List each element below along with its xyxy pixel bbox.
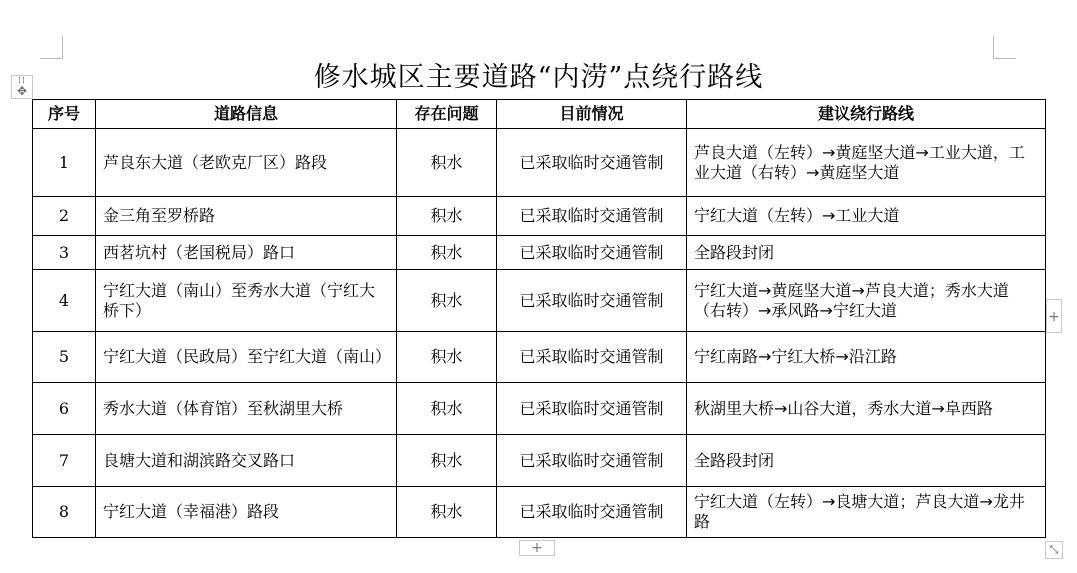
cell-no: 4 [33,270,96,332]
table-row [33,236,1046,270]
move-icon: ✥ [16,84,28,98]
plus-icon: + [531,540,543,556]
header-detour-route: 建议绕行路线 [687,100,1046,129]
table-row [33,383,1046,435]
cell-no: 5 [33,332,96,383]
cell-detour-route: 全路段封闭 [687,236,1046,270]
resize-icon: ⤡ [1049,543,1059,556]
table-row [33,332,1046,383]
document-title: 修水城区主要道路“内涝”点绕行路线 [313,62,764,93]
table-row [33,435,1046,487]
cell-no: 1 [33,129,96,197]
drag-dots-icon: ⁞⁞ [18,76,26,86]
cell-issue: 积水 [397,270,497,332]
table-header-row [33,100,1046,129]
cell-status: 已采取临时交通管制 [497,236,687,270]
add-column-button[interactable] [1046,299,1062,333]
cell-detour-route: 宁红南路→宁红大桥→沿江路 [687,332,1046,383]
cell-road-info: 秀水大道（体育馆）至秋湖里大桥 [96,383,397,435]
cell-issue: 积水 [397,487,497,538]
cell-no: 8 [33,487,96,538]
cell-no: 6 [33,383,96,435]
table-row [33,270,1046,332]
table-row [33,129,1046,197]
cell-detour-route: 宁红大道（左转）→工业大道 [687,197,1046,236]
plus-icon: + [1048,309,1060,325]
cell-road-info: 宁红大道（幸福港）路段 [96,487,397,538]
header-status: 目前情况 [497,100,687,129]
table-resize-handle[interactable] [1045,541,1063,559]
road-detour-table [32,99,1046,538]
table-move-handle[interactable] [11,75,33,99]
cell-issue: 积水 [397,129,497,197]
add-row-button[interactable] [519,540,555,556]
cell-no: 2 [33,197,96,236]
cell-no: 3 [33,236,96,270]
cell-detour-route: 全路段封闭 [687,435,1046,487]
cell-issue: 积水 [397,383,497,435]
table-row [33,197,1046,236]
cell-status: 已采取临时交通管制 [497,197,687,236]
page-corner-mark-top-left [40,36,63,59]
cell-status: 已采取临时交通管制 [497,270,687,332]
table-row [33,487,1046,538]
header-no: 序号 [33,100,96,129]
cell-status: 已采取临时交通管制 [497,332,687,383]
cell-status: 已采取临时交通管制 [497,129,687,197]
cell-road-info: 宁红大道（民政局）至宁红大道（南山） [96,332,397,383]
cell-road-info: 良塘大道和湖滨路交叉路口 [96,435,397,487]
cell-road-info: 芦良东大道（老欧克厂区）路段 [96,129,397,197]
cell-detour-route: 芦良大道（左转）→黄庭坚大道→工业大道，工业大道（右转）→黄庭坚大道 [687,129,1046,197]
page-corner-mark-top-right [993,36,1016,59]
cell-status: 已采取临时交通管制 [497,487,687,538]
cell-no: 7 [33,435,96,487]
cell-issue: 积水 [397,435,497,487]
cell-status: 已采取临时交通管制 [497,435,687,487]
header-issue: 存在问题 [397,100,497,129]
cell-issue: 积水 [397,197,497,236]
cell-issue: 积水 [397,332,497,383]
cell-detour-route: 宁红大道→黄庭坚大道→芦良大道；秀水大道（右转）→承风路→宁红大道 [687,270,1046,332]
cell-road-info: 西茗坑村（老国税局）路口 [96,236,397,270]
cell-road-info: 宁红大道（南山）至秀水大道（宁红大桥下） [96,270,397,332]
cell-status: 已采取临时交通管制 [497,383,687,435]
cell-detour-route: 秋湖里大桥→山谷大道，秀水大道→阜西路 [687,383,1046,435]
cell-issue: 积水 [397,236,497,270]
cell-road-info: 金三角至罗桥路 [96,197,397,236]
cell-detour-route: 宁红大道（左转）→良塘大道；芦良大道→龙井路 [687,487,1046,538]
header-road-info: 道路信息 [96,100,397,129]
